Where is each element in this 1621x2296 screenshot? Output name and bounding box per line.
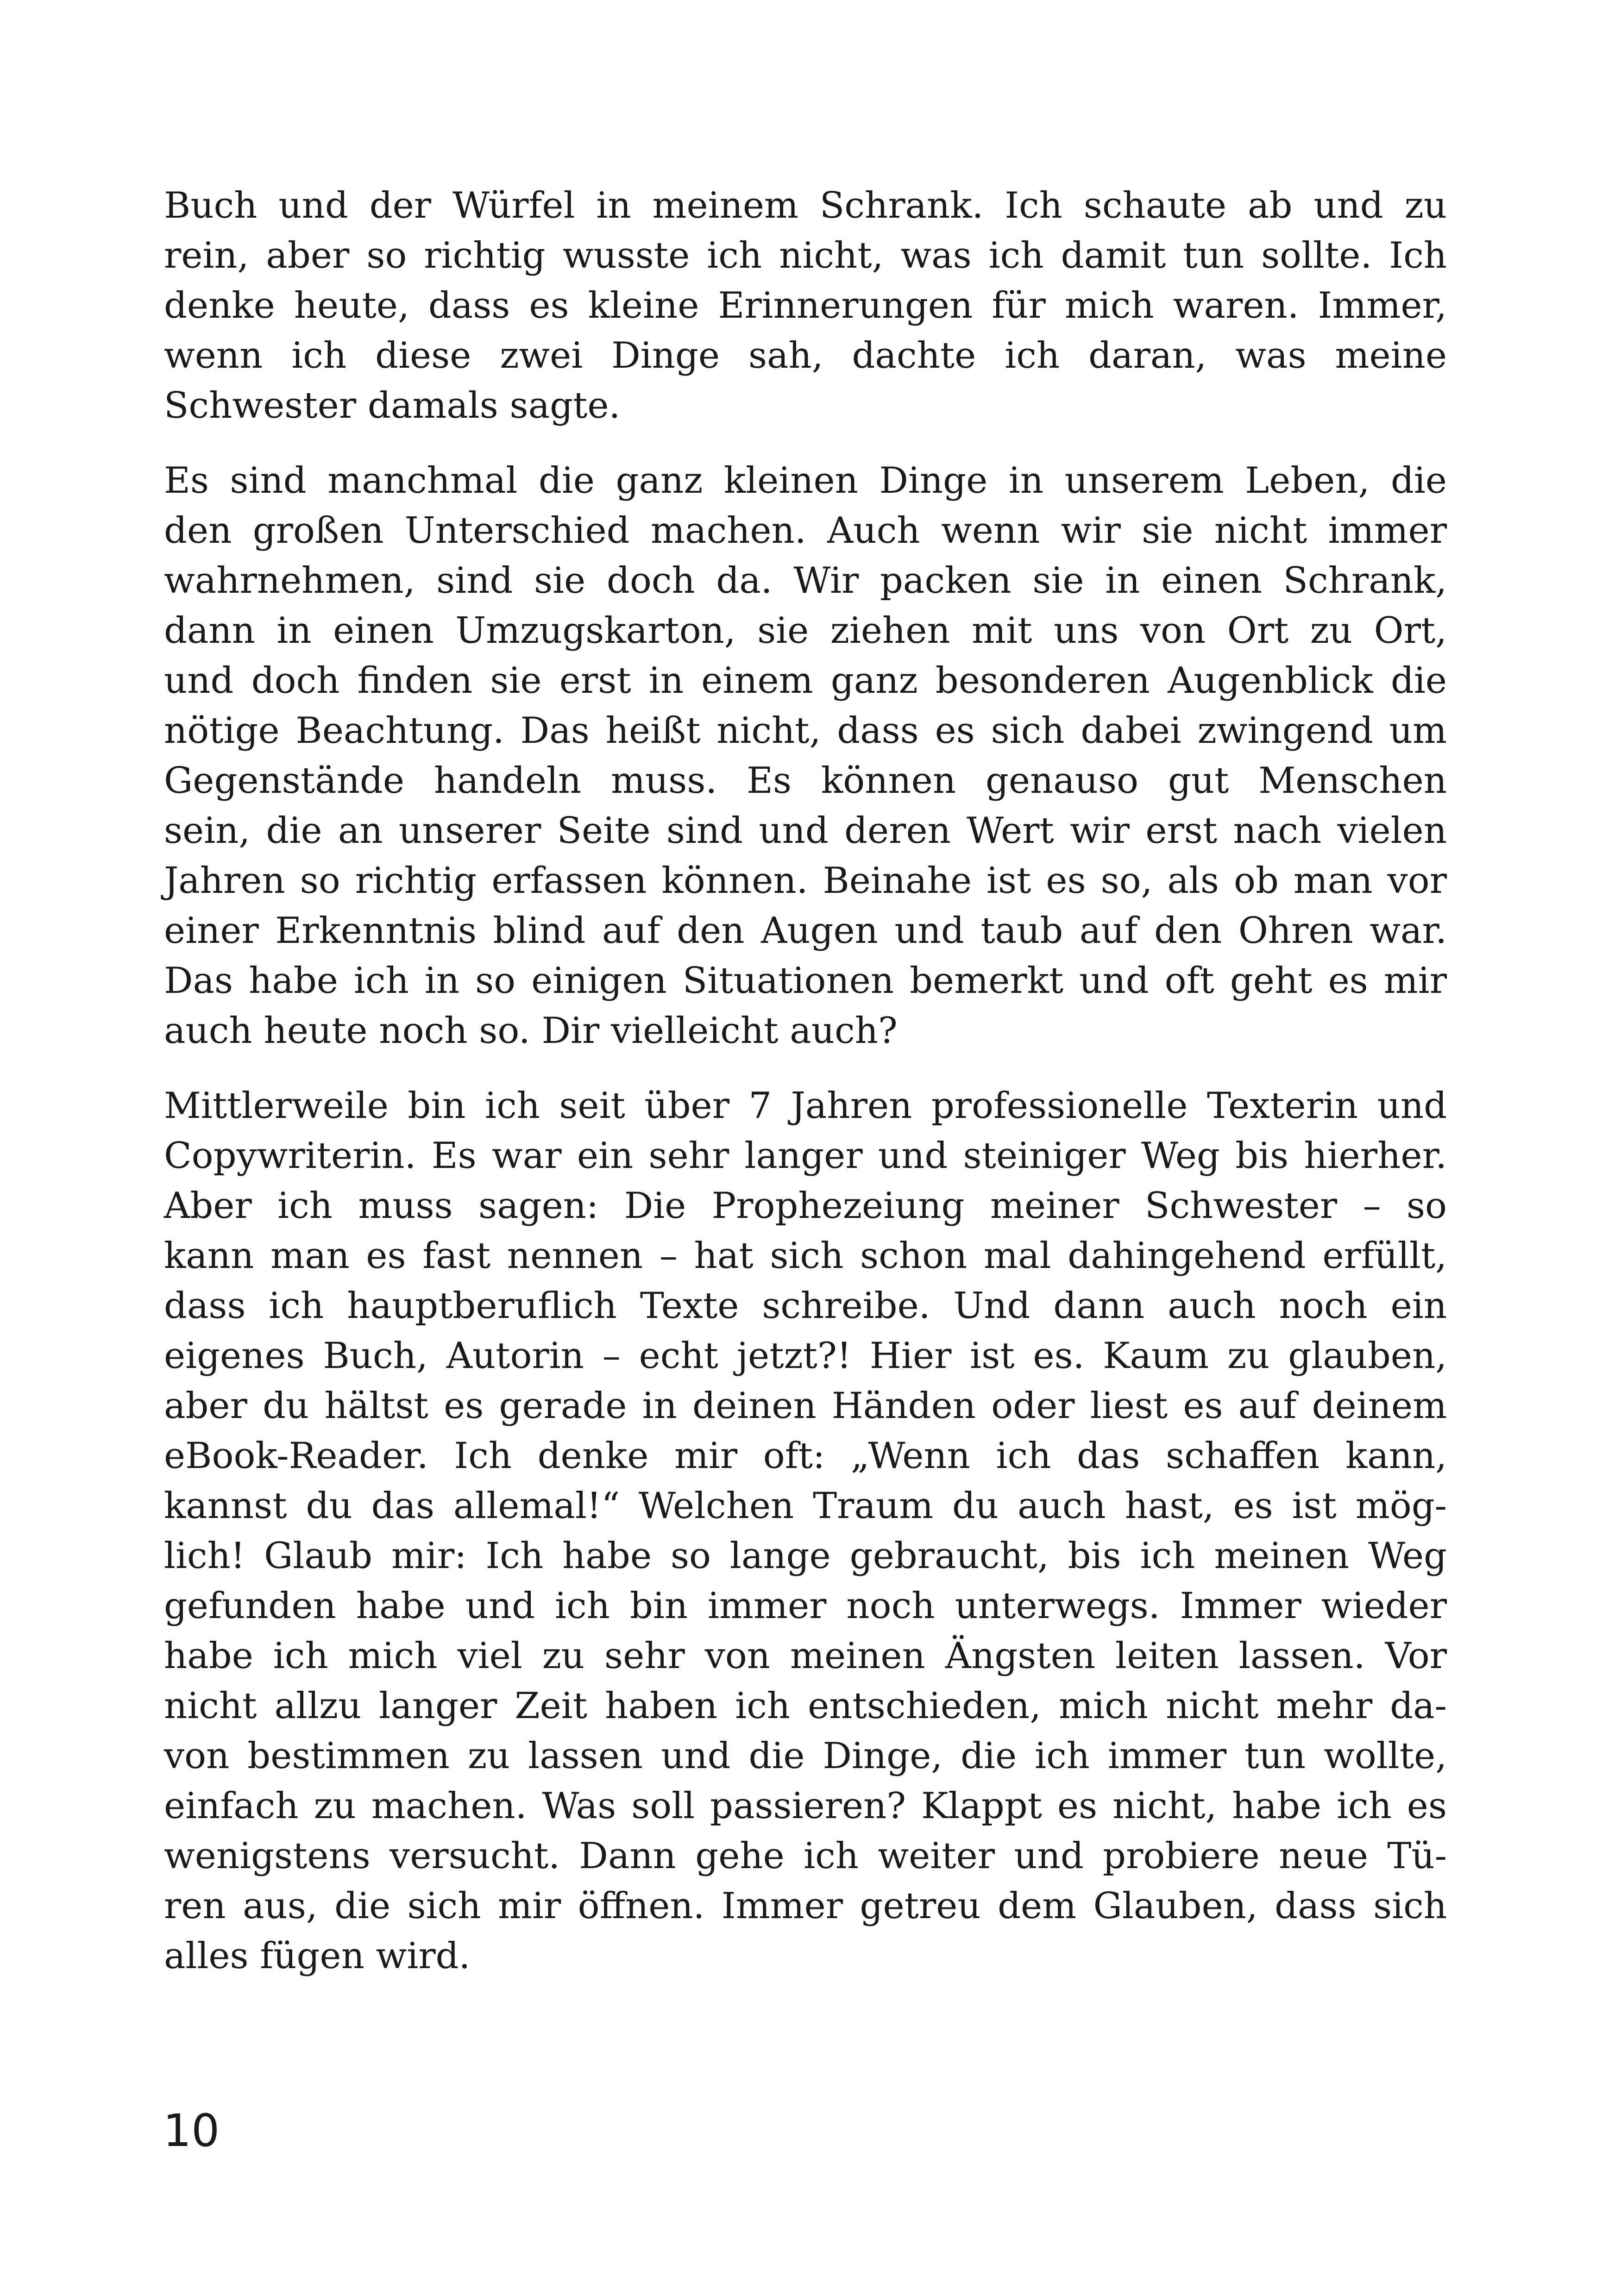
text-line: dann in einen Umzugskarton, sie ziehen mit uns von Ort zu Ort, [164,610,1447,652]
text-line: den großen Unterschied machen. Auch wenn wir sie nicht immer [164,510,1447,552]
text-line: nötige Beachtung. Das heißt nicht, dass es sich dabei zwingend um [164,710,1447,752]
text-line: aber du hältst es gerade in deinen Händen oder liest es auf deinem [164,1385,1447,1427]
body-text [164,181,1447,2006]
text-line: Jahren so richtig erfassen können. Beinahe ist es so, als ob man vor [164,860,1447,902]
text-line: lich! Glaub mir: Ich habe so lange gebraucht, bis ich meinen Weg [164,1535,1447,1577]
text-line: Buch und der Würfel in meinem Schrank. Ich schaute ab und zu [164,185,1447,226]
text-line: wenn ich diese zwei Dinge sah, dachte ich daran, was meine [164,335,1447,376]
text-line: Gegenstände handeln muss. Es können genauso gut Menschen [164,760,1447,802]
text-line: kannst du das allemal!“ Welchen Traum du auch hast, es ist mög- [164,1485,1447,1527]
text-line: nicht allzu langer Zeit haben ich entschieden, mich nicht mehr da- [164,1685,1447,1727]
text-line: Es sind manchmal die ganz kleinen Dinge in unserem Leben, die [164,460,1447,502]
text-line: auch heute noch so. Dir vielleicht auch? [164,1010,898,1052]
text-line: dass ich hauptberuflich Texte schreibe. Und dann auch noch ein [164,1285,1447,1327]
text-line: alles fügen wird. [164,1935,471,1977]
page-number: 10 [163,2105,220,2157]
text-line: von bestimmen zu lassen und die Dinge, die ich immer tun wollte, [164,1735,1447,1777]
paragraph-2 [164,456,1447,1056]
text-line: sein, die an unserer Seite sind und deren Wert wir erst nach vielen [164,810,1447,852]
text-line: und doch finden sie erst in einem ganz besonderen Augenblick die [164,660,1447,702]
paragraph-1 [164,181,1447,431]
text-line: gefunden habe und ich bin immer noch unterwegs. Immer wieder [164,1585,1447,1627]
text-line: Schwester damals sagte. [164,385,621,427]
text-line: ren aus, die sich mir öffnen. Immer getreu dem Glauben, dass sich [164,1885,1447,1927]
text-line: wahrnehmen, sind sie doch da. Wir packen sie in einen Schrank, [164,560,1447,602]
text-line: eigenes Buch, Autorin – echt jetzt?! Hier ist es. Kaum zu glauben, [164,1335,1447,1377]
text-line: wenigstens versucht. Dann gehe ich weiter und probiere neue Tü- [164,1835,1447,1877]
text-line: einfach zu machen. Was soll passieren? Klappt es nicht, habe ich es [164,1785,1447,1827]
text-line: eBook-Reader. Ich denke mir oft: „Wenn ich das schaffen kann, [164,1435,1447,1477]
paragraph-3 [164,1081,1447,1981]
text-line: Mittlerweile bin ich seit über 7 Jahren professionelle Texterin und [164,1085,1447,1127]
text-line: einer Erkenntnis blind auf den Augen und taub auf den Ohren war. [164,910,1447,952]
text-line: Aber ich muss sagen: Die Prophezeiung meiner Schwester – so [164,1185,1447,1227]
text-line: denke heute, dass es kleine Erinnerungen für mich waren. Immer, [164,285,1447,326]
text-line: habe ich mich viel zu sehr von meinen Ängsten leiten lassen. Vor [164,1635,1447,1677]
text-line: Das habe ich in so einigen Situationen bemerkt und oft geht es mir [164,960,1447,1002]
text-line: kann man es fast nennen – hat sich schon mal dahingehend erfüllt, [164,1235,1447,1277]
text-line: rein, aber so richtig wusste ich nicht, was ich damit tun sollte. Ich [164,235,1447,276]
text-line: Copywriterin. Es war ein sehr langer und steiniger Weg bis hierher. [164,1135,1447,1177]
